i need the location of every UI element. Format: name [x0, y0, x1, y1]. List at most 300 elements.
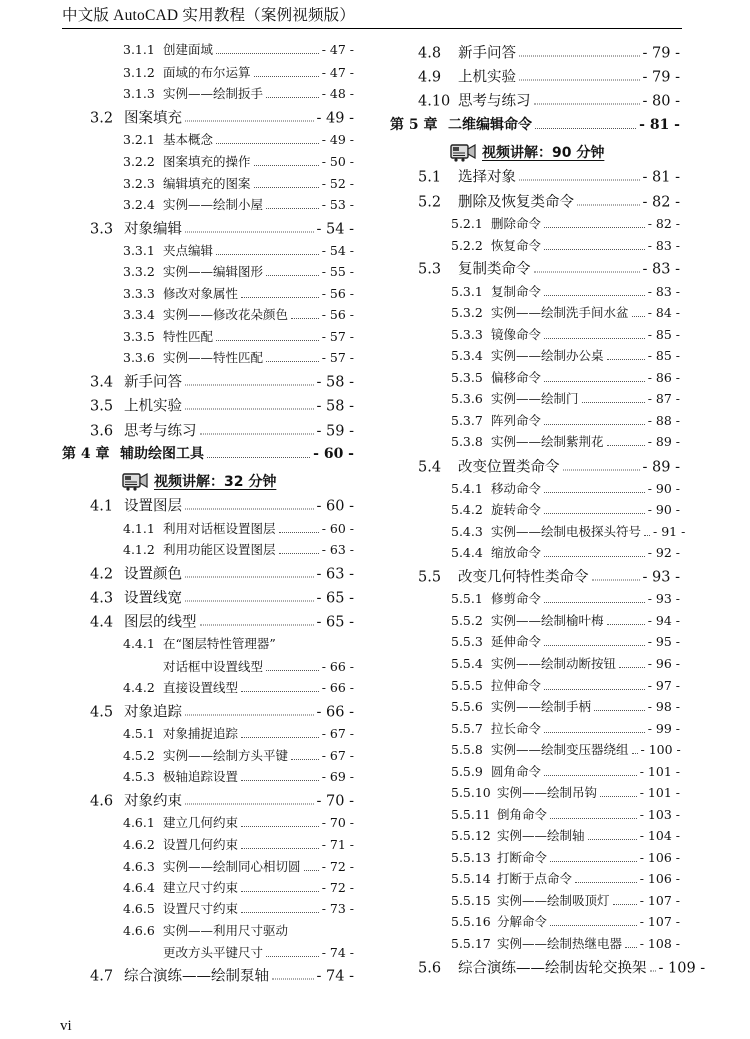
dot-leader	[544, 249, 645, 250]
dot-leader	[632, 753, 638, 754]
subsection-entry	[390, 236, 680, 254]
dot-leader	[185, 121, 314, 122]
entry-page: - 79 -	[642, 45, 680, 62]
entry-title: 拉长命令	[491, 721, 542, 736]
entry-page: - 94 -	[647, 613, 680, 628]
entry-title: 设置线宽	[124, 590, 182, 607]
entry-number: 3.5	[90, 398, 114, 415]
entry-number: 5.4.1	[451, 481, 483, 496]
entry-page: - 100 -	[640, 742, 681, 757]
dot-leader	[544, 338, 645, 339]
entry-page: - 69 -	[321, 769, 354, 784]
dot-leader	[291, 318, 319, 319]
entry-title: 极轴追踪设置	[163, 769, 239, 784]
entry-title: 实例——绘制方头平键	[163, 748, 289, 763]
dot-leader	[575, 882, 637, 883]
entry-page: - 58 -	[316, 374, 354, 391]
dot-leader	[241, 297, 319, 298]
entry-page: - 89 -	[647, 434, 680, 449]
entry-page: - 98 -	[647, 699, 680, 714]
entry-title: 在“图层特性管理器”	[163, 636, 276, 651]
entry-page: - 97 -	[647, 678, 680, 693]
dot-leader	[534, 104, 640, 105]
dot-leader	[588, 839, 637, 840]
entry-number: 5.3.6	[451, 391, 483, 406]
dot-leader	[544, 689, 645, 690]
entry-title: 实例——绘制热继电器	[497, 936, 623, 951]
entry-title: 改变位置类命令	[458, 459, 560, 476]
dot-leader	[241, 891, 319, 892]
entry-page: - 67 -	[321, 748, 354, 763]
chapter-heading	[62, 443, 354, 463]
subsection-entry	[390, 303, 680, 321]
section-entry	[390, 191, 680, 212]
dot-leader	[544, 732, 645, 733]
entry-title: 综合演练——绘制泵轴	[124, 968, 269, 985]
entry-page: - 93 -	[647, 591, 680, 606]
entry-title: 编辑填充的图案	[163, 176, 251, 191]
subsection-entry	[62, 835, 354, 853]
subsection-entry	[390, 740, 680, 758]
dot-leader	[519, 180, 640, 181]
entry-title: 设置尺寸约束	[163, 901, 239, 916]
entry-title: 思考与练习	[458, 93, 531, 110]
subsection-entry	[390, 654, 680, 672]
entry-page: - 90 -	[647, 481, 680, 496]
section-entry	[62, 107, 354, 128]
section-entry	[390, 66, 680, 87]
section-entry	[62, 420, 354, 441]
entry-title: 实例——绘制吊钩	[497, 785, 598, 800]
dot-leader	[550, 861, 637, 862]
entry-number: 5.5.6	[451, 699, 483, 714]
entry-title: 镜像命令	[491, 327, 542, 342]
dot-leader	[600, 796, 637, 797]
entry-page: - 108 -	[639, 936, 680, 951]
entry-number: 5.1	[418, 169, 442, 186]
subsection-entry	[390, 934, 680, 952]
entry-page: - 91 -	[653, 524, 686, 539]
entry-page: - 92 -	[647, 545, 680, 560]
dot-leader	[594, 710, 645, 711]
dot-leader	[241, 780, 319, 781]
dot-leader	[185, 232, 314, 233]
dot-leader	[577, 205, 640, 206]
dot-leader	[241, 848, 319, 849]
dot-leader	[185, 804, 314, 805]
entry-number: 4.5.2	[123, 748, 155, 763]
entry-number: 5.5.4	[451, 656, 483, 671]
entry-page: - 74 -	[321, 945, 354, 960]
subsection-entry	[62, 152, 354, 170]
entry-page: - 70 -	[321, 815, 354, 830]
entry-page: - 59 -	[316, 423, 354, 440]
entry-title: 利用功能区设置图层	[163, 542, 276, 557]
entry-number: 5.5.7	[451, 721, 483, 736]
entry-page: - 80 -	[642, 93, 680, 110]
dot-leader	[185, 601, 314, 602]
entry-number: 3.3	[90, 221, 114, 238]
entry-number: 4.6.5	[123, 901, 155, 916]
entry-number: 5.4	[418, 459, 442, 476]
entry-page: - 107 -	[639, 893, 680, 908]
entry-title: 对象追踪	[124, 704, 182, 721]
entry-number: 5.5	[418, 569, 442, 586]
dot-leader	[266, 275, 319, 276]
entry-page: - 63 -	[316, 566, 354, 583]
entry-page: - 54 -	[316, 221, 354, 238]
entry-title: 阵列命令	[491, 413, 542, 428]
subsection-entry	[390, 346, 680, 364]
entry-number: 3.6	[90, 423, 114, 440]
dot-leader	[519, 56, 640, 57]
dot-leader	[207, 457, 310, 458]
entry-page: - 65 -	[316, 614, 354, 631]
entry-page: - 66 -	[321, 680, 354, 695]
entry-number: 5.5.17	[451, 936, 491, 951]
entry-title: 图层的线型	[124, 614, 197, 631]
entry-number: 4.1.1	[123, 521, 155, 536]
subsection-entry	[390, 869, 680, 887]
entry-title: 修改对象属性	[163, 286, 239, 301]
subsection-entry	[62, 813, 354, 831]
subsection-entry	[62, 84, 354, 102]
entry-number: 5.5.14	[451, 871, 491, 886]
entry-number: 5.2.1	[451, 216, 483, 231]
entry-title: 复制命令	[491, 284, 542, 299]
dot-leader	[185, 385, 314, 386]
section-entry	[62, 395, 354, 416]
dot-leader	[304, 870, 319, 871]
entry-page: - 58 -	[316, 398, 354, 415]
entry-number: 5.5.12	[451, 828, 491, 843]
subsection-entry	[62, 878, 354, 896]
dot-leader	[216, 254, 319, 255]
dot-leader	[607, 624, 645, 625]
entry-title: 修剪命令	[491, 591, 542, 606]
subsection-entry	[62, 63, 354, 81]
chapter-heading	[390, 114, 680, 134]
subsection-entry	[390, 214, 680, 232]
entry-title: 选择对象	[458, 169, 516, 186]
entry-page: - 106 -	[639, 871, 680, 886]
entry-number: 5.4.2	[451, 502, 483, 517]
entry-title: 实例——绘制变压器绕组	[491, 742, 629, 757]
entry-title: 移动命令	[491, 481, 542, 496]
subsection-entry	[390, 826, 680, 844]
dot-leader	[279, 553, 319, 554]
entry-page: - 93 -	[642, 569, 680, 586]
entry-title: 删除及恢复类命令	[458, 194, 574, 211]
entry-title: 缩放命令	[491, 545, 542, 560]
dot-leader	[266, 361, 319, 362]
section-entry	[62, 587, 354, 608]
entry-number: 4.6	[90, 793, 114, 810]
dot-leader	[544, 381, 645, 382]
entry-title: 实例——绘制紫荆花	[491, 434, 604, 449]
dot-leader	[607, 359, 645, 360]
subsection-entry	[390, 368, 680, 386]
entry-page: - 56 -	[321, 286, 354, 301]
entry-title: 建立几何约束	[163, 815, 239, 830]
subsection-entry	[62, 857, 354, 875]
entry-title: 利用对话框设置图层	[163, 521, 276, 536]
dot-leader	[544, 492, 645, 493]
entry-page: - 50 -	[321, 154, 354, 169]
section-entry	[390, 42, 680, 63]
entry-number: 4.6.6	[123, 923, 155, 938]
subsection-entry	[390, 719, 680, 737]
entry-title: 夹点编辑	[163, 243, 214, 258]
dot-leader	[582, 402, 645, 403]
entry-title: 基本概念	[163, 132, 214, 147]
subsection-entry	[390, 912, 680, 930]
entry-title: 旋转命令	[491, 502, 542, 517]
entry-number: 5.4.3	[451, 524, 483, 539]
dot-leader	[544, 513, 645, 514]
entry-number: 3.3.4	[123, 307, 155, 322]
entry-title: 设置几何约束	[163, 837, 239, 852]
entry-title: 建立尺寸约束	[163, 880, 239, 895]
entry-page: - 66 -	[316, 704, 354, 721]
video-label: 视频讲解：90 分钟	[482, 145, 605, 161]
dot-leader	[254, 187, 319, 188]
subsection-entry	[390, 611, 680, 629]
entry-page: - 52 -	[321, 176, 354, 191]
entry-page: - 83 -	[642, 261, 680, 278]
entry-page: - 79 -	[642, 69, 680, 86]
subsection-entry	[62, 174, 354, 192]
section-entry	[62, 495, 354, 516]
entry-number: 3.3.6	[123, 350, 155, 365]
entry-page: - 101 -	[639, 764, 680, 779]
dot-leader	[185, 409, 314, 410]
section-entry	[62, 965, 354, 986]
entry-number: 4.4.1	[123, 636, 155, 651]
entry-number: 4.5.1	[123, 726, 155, 741]
entry-page: - 99 -	[647, 721, 680, 736]
entry-page: - 70 -	[316, 793, 354, 810]
dot-leader	[291, 759, 319, 760]
entry-title: 实例——修改花朵颜色	[163, 307, 289, 322]
dot-leader	[185, 577, 314, 578]
entry-title: 创建面域	[163, 42, 214, 57]
entry-number: 5.5.2	[451, 613, 483, 628]
subsection-entry	[390, 783, 680, 801]
dot-leader	[563, 470, 640, 471]
entry-page: - 53 -	[321, 197, 354, 212]
entry-page: - 82 -	[647, 216, 680, 231]
entry-page: - 106 -	[639, 850, 680, 865]
entry-title: 综合演练——绘制齿轮交换架	[458, 960, 647, 977]
entry-page: - 66 -	[321, 659, 354, 674]
entry-page: - 60 -	[316, 498, 354, 515]
entry-title: 新手问答	[458, 45, 516, 62]
subsection-entry	[62, 724, 354, 742]
entry-title: 对话框中设置线型	[163, 659, 264, 674]
video-camera-icon	[450, 142, 476, 162]
entry-page: - 55 -	[321, 264, 354, 279]
section-entry	[62, 611, 354, 632]
entry-page: - 85 -	[647, 348, 680, 363]
entry-title: 偏移命令	[491, 370, 542, 385]
video-label: 视频讲解：32 分钟	[154, 474, 277, 490]
entry-number: 3.2	[90, 110, 114, 127]
entry-page: - 82 -	[642, 194, 680, 211]
subsection-entry	[62, 195, 354, 213]
entry-number: 3.3.2	[123, 264, 155, 279]
entry-page: - 56 -	[321, 307, 354, 322]
entry-title: 对象编辑	[124, 221, 182, 238]
entry-title: 对象约束	[124, 793, 182, 810]
video-camera-icon	[122, 471, 148, 491]
entry-number: 3.3.1	[123, 243, 155, 258]
subsection-entry	[62, 327, 354, 345]
entry-page: - 96 -	[647, 656, 680, 671]
subsection-entry	[390, 432, 680, 450]
subsection-entry	[62, 130, 354, 148]
subsection-entry	[62, 348, 354, 366]
entry-number: 5.3.5	[451, 370, 483, 385]
entry-title: 倒角命令	[497, 807, 548, 822]
entry-title: 实例——绘制轴	[497, 828, 585, 843]
entry-number: 4.2	[90, 566, 114, 583]
entry-title: 分解命令	[497, 914, 548, 929]
entry-page: - 107 -	[639, 914, 680, 929]
dot-leader	[650, 971, 656, 972]
dot-leader	[279, 532, 319, 533]
entry-number: 5.5.13	[451, 850, 491, 865]
subsection-entry	[62, 767, 354, 785]
dot-leader	[266, 956, 319, 957]
entry-page: - 73 -	[321, 901, 354, 916]
entry-page: - 47 -	[321, 65, 354, 80]
dot-leader	[619, 667, 645, 668]
dot-leader	[535, 128, 636, 129]
subsection-entry	[390, 543, 680, 561]
entry-title: 图案填充的操作	[163, 154, 251, 169]
entry-title: 延伸命令	[491, 634, 542, 649]
dot-leader	[254, 165, 319, 166]
entry-page: - 104 -	[639, 828, 680, 843]
entry-number: 5.5.9	[451, 764, 483, 779]
dot-leader	[534, 272, 640, 273]
entry-number: 4.1	[90, 498, 114, 515]
entry-title: 思考与练习	[124, 423, 197, 440]
entry-title: 直接设置线型	[163, 680, 239, 695]
subsection-entry	[390, 522, 686, 540]
entry-number: 4.10	[418, 93, 451, 110]
dot-leader	[200, 625, 314, 626]
entry-page: - 81 -	[642, 169, 680, 186]
entry-number: 4.8	[418, 45, 442, 62]
section-entry	[62, 218, 354, 239]
dot-leader	[216, 53, 319, 54]
dot-leader	[613, 904, 637, 905]
entry-page: - 83 -	[647, 284, 680, 299]
subsection-entry	[390, 389, 680, 407]
entry-number: 5.3.2	[451, 305, 483, 320]
entry-page: - 54 -	[321, 243, 354, 258]
dot-leader	[607, 445, 645, 446]
dot-leader	[272, 979, 314, 980]
entry-page: - 65 -	[316, 590, 354, 607]
entry-title: 打断于点命令	[497, 871, 573, 886]
entry-title: 删除命令	[491, 216, 542, 231]
dot-leader	[185, 509, 314, 510]
dot-leader	[241, 737, 319, 738]
dot-leader	[625, 947, 637, 948]
entry-number: 5.3.3	[451, 327, 483, 342]
entry-number: 5.5.5	[451, 678, 483, 693]
entry-number: 4.5.3	[123, 769, 155, 784]
entry-page: - 60 -	[321, 521, 354, 536]
entry-number: 5.5.11	[451, 807, 491, 822]
subsection-entry	[62, 540, 354, 558]
entry-title: 新手问答	[124, 374, 182, 391]
entry-page: - 95 -	[647, 634, 680, 649]
entry-number: 3.2.4	[123, 197, 155, 212]
subsection-entry	[390, 848, 680, 866]
subsection-entry	[390, 632, 680, 650]
subsection-entry	[62, 241, 354, 259]
section-entry	[390, 456, 680, 477]
entry-title: 拉伸命令	[491, 678, 542, 693]
subsection-entry	[62, 305, 354, 323]
entry-title: 实例——绘制手柄	[491, 699, 592, 714]
entry-title: 设置图层	[124, 498, 182, 515]
subsection-entry	[390, 805, 680, 823]
section-entry	[390, 166, 680, 187]
entry-number: 4.7	[90, 968, 114, 985]
entry-title: 实例——绘制吸顶灯	[497, 893, 610, 908]
subsection-entry	[62, 899, 354, 917]
subsection-entry	[62, 678, 354, 696]
subsection-entry	[390, 891, 680, 909]
entry-number: 第 4 章	[62, 446, 110, 462]
running-header	[62, 6, 682, 29]
dot-leader	[185, 715, 314, 716]
entry-page: - 57 -	[321, 329, 354, 344]
subsection-entry	[62, 284, 354, 302]
subsection-entry	[390, 500, 680, 518]
entry-title: 实例——特性匹配	[163, 350, 264, 365]
entry-number: 5.3.1	[451, 284, 483, 299]
entry-number: 5.6	[418, 960, 442, 977]
entry-title: 实例——绘制榆叶梅	[491, 613, 604, 628]
subsection-entry	[390, 697, 680, 715]
entry-page: - 109 -	[658, 960, 706, 977]
entry-title: 图案填充	[124, 110, 182, 127]
entry-number: 5.5.8	[451, 742, 483, 757]
entry-number: 5.2	[418, 194, 442, 211]
dot-leader	[216, 143, 319, 144]
subsection-entry	[62, 921, 354, 939]
entry-number: 5.3	[418, 261, 442, 278]
dot-leader	[544, 295, 645, 296]
entry-number: 5.3.7	[451, 413, 483, 428]
entry-number: 4.6.4	[123, 880, 155, 895]
subsection-entry	[62, 519, 354, 537]
section-entry	[390, 90, 680, 111]
entry-number: 4.6.3	[123, 859, 155, 874]
dot-leader	[200, 434, 314, 435]
section-entry	[62, 790, 354, 811]
entry-title: 实例——编辑图形	[163, 264, 264, 279]
subsection-continuation	[62, 943, 354, 961]
dot-leader	[544, 775, 637, 776]
subsection-entry	[390, 479, 680, 497]
